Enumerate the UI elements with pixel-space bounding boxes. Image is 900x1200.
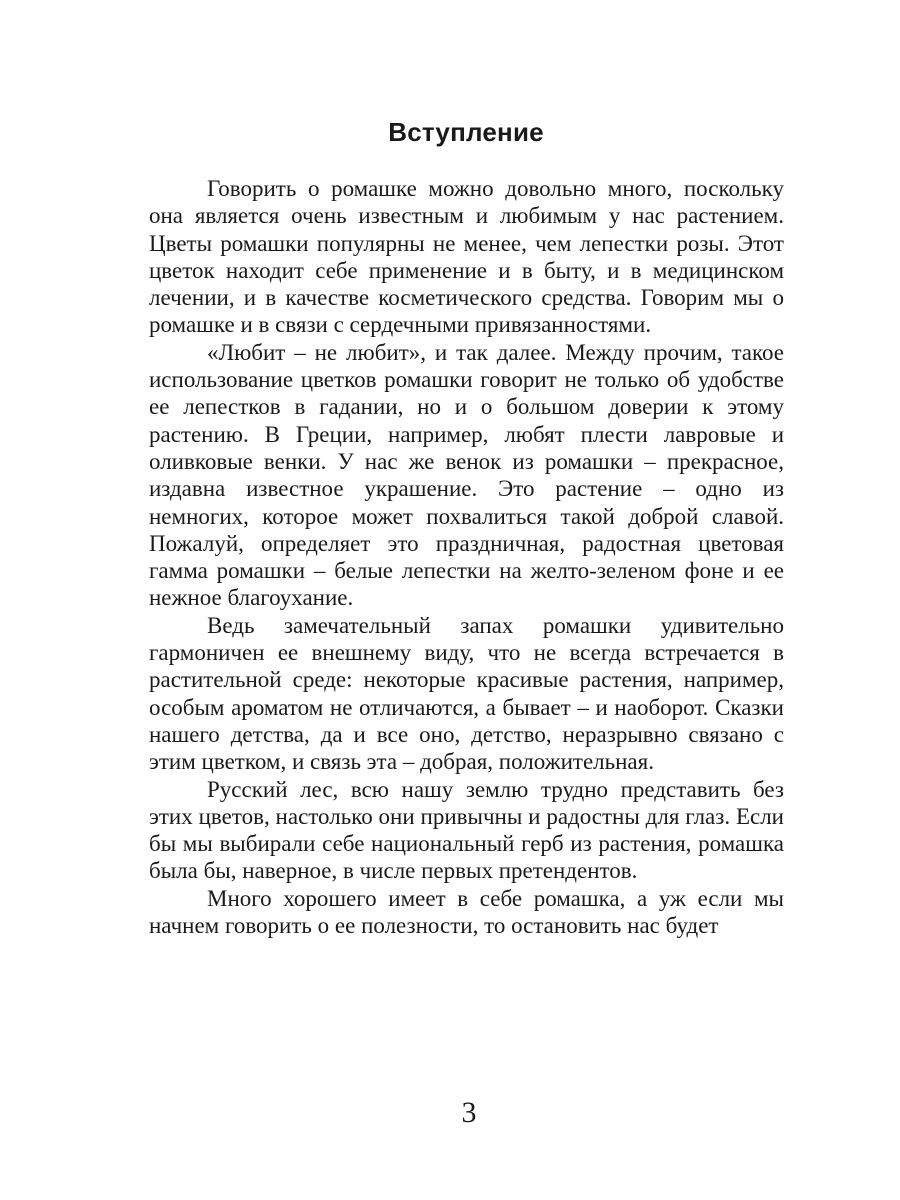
- paragraph: Ведь замечательный запах ромашки удивительно гармоничен ее внешнему виду, что не всегда встречается в растительной среде: некоторые красивые растения, например, особым ароматом не отличаются, а бывает – и наоборот. Сказки нашего детства, да и все оно, детство, неразрывно связано с этим цветком, и связь эта – добрая, положительная.: [149, 612, 784, 775]
- paragraph: Говорить о ромашке можно довольно много, поскольку она является очень известным и любимым у нас растением. Цветы ромашки популярны не менее, чем лепестки розы. Этот цветок находит себе применение и в быту, и в медицинском лечении, и в качестве косметического средства. Говорим мы о ромашке и в связи с сердечными привязанностями.: [149, 176, 784, 338]
- page-number: 3: [461, 1096, 477, 1129]
- paragraph: Русский лес, всю нашу землю трудно представить без этих цветов, настолько они привычны и радостны для глаз. Если бы мы выбирали себе национальный герб из растения, ромашка была бы, наверное, в числе первых претендентов.: [149, 776, 784, 884]
- chapter-title: Вступление: [388, 117, 544, 147]
- body-text: [149, 175, 784, 939]
- paragraph: Много хорошего имеет в себе ромашка, а уж если мы начнем говорить о ее полезности, то остановить нас будет: [149, 885, 784, 939]
- paragraph: «Любит – не любит», и так далее. Между прочим, такое использование цветков ромашки говорит не только об удобстве ее лепестков в гадании, но и о большом доверии к этому растению. В Греции, например, любят плести лавровые и оливковые венки. У нас же венок из ромашки – прекрасное, издавна известное украшение. Это растение – одно из немногих, которое может похвалиться такой доброй славой. Пожалуй, определяет это праздничная, радостная цветовая гамма ромашки – белые лепестки на желто-зеленом фоне и ее нежное благоухание.: [149, 339, 784, 611]
